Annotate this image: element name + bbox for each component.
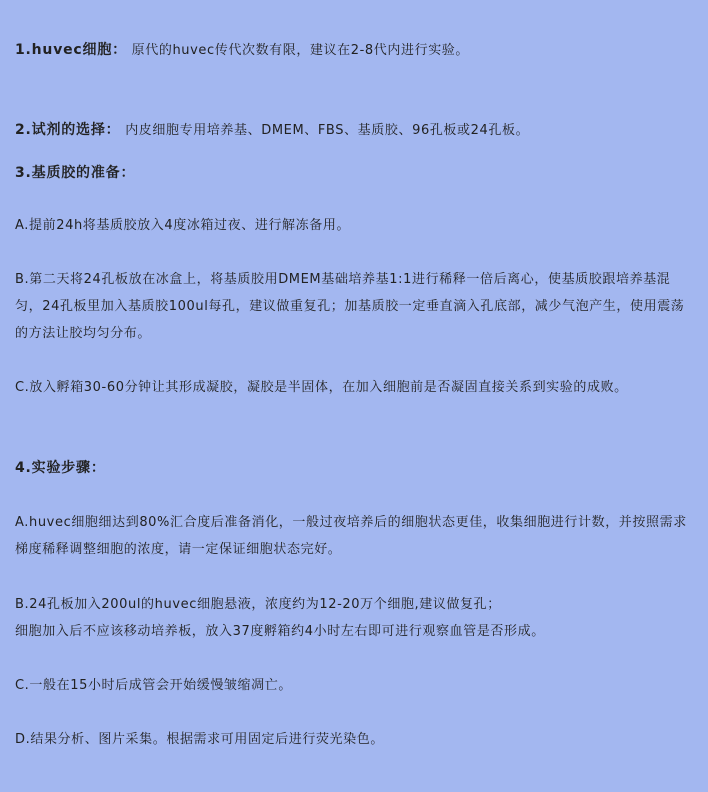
section-3-item-b: B.第二天将24孔板放在冰盒上，将基质胶用DMEM基础培养基1:1进行稀释一倍后离心，使基质胶跟培养基混匀，24孔板里加入基质胶100ul每孔，建议做重复孔；加基质胶一定垂直滴入孔底部，减少气泡产生，使用震荡的方法让胶均匀分布。: [15, 272, 685, 341]
section-4-item-c: C.一般在15小时后成管会开始缓慢皱缩凋亡。: [15, 678, 292, 693]
section-4-item-b-line-2: 细胞加入后不应该移动培养板，放入37度孵箱约4小时左右即可进行观察血管是否形成。: [15, 624, 545, 639]
section-4-label: 4.实验步骤：: [15, 460, 106, 476]
section-4-item-d: D.结果分析、图片采集。根据需求可用固定后进行荧光染色。: [15, 732, 384, 747]
section-1-label: 1.huvec细胞：: [15, 42, 127, 58]
section-3-item-a: A.提前24h将基质胶放入4度冰箱过夜、进行解冻备用。: [15, 218, 351, 233]
section-1-text: 原代的huvec传代次数有限，建议在2-8代内进行实验。: [131, 43, 470, 58]
section-4-item-b: [15, 591, 694, 645]
section-1-huvec-cells: [15, 37, 694, 64]
section-2-text: 内皮细胞专用培养基、DMEM、FBS、基质胶、96孔板或24孔板。: [125, 123, 530, 138]
section-2-reagents: [15, 117, 694, 144]
section-2-label: 2.试剂的选择：: [15, 122, 121, 138]
section-4-heading: [15, 455, 694, 482]
section-4-item-a: A.huvec细胞细达到80%汇合度后准备消化，一般过夜培养后的细胞状态更佳，收集细胞进行计数，并按照需求梯度稀释调整细胞的浓度，请一定保证细胞状态完好。: [15, 515, 687, 557]
section-4-item-b-line-1: B.24孔板加入200ul的huvec细胞悬液，浓度约为12-20万个细胞,建议做复孔；: [15, 597, 501, 612]
section-3-item-c: C.放入孵箱30-60分钟让其形成凝胶，凝胶是半固体，在加入细胞前是否凝固直接关系到实验的成败。: [15, 380, 628, 395]
section-3-heading: [15, 160, 694, 187]
section-3-label: 3.基质胶的准备：: [15, 165, 136, 181]
